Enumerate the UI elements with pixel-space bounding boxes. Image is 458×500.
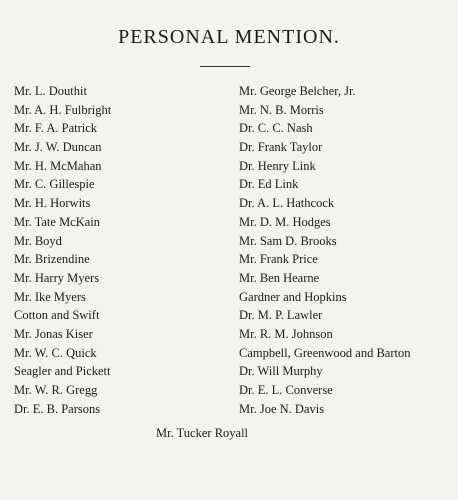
list-item: Gardner and Hopkins (239, 289, 347, 304)
right-name-list (239, 82, 410, 418)
list-item: Mr. Tate McKain (14, 214, 101, 229)
list-item: Dr. Frank Taylor (239, 140, 323, 155)
list-item: Dr. Ed Link (239, 177, 299, 192)
list-item: Mr. Brizendine (14, 252, 90, 267)
list-item: Dr. Will Murphy (239, 364, 323, 379)
list-item: Seagler and Pickett (14, 364, 111, 379)
list-item: Mr. H. McMahan (14, 158, 102, 173)
list-item: Campbell, Greenwood and Barton (239, 345, 411, 360)
list-item: Dr. Henry Link (239, 158, 316, 173)
list-item: Mr. Sam D. Brooks (239, 233, 337, 248)
list-item: Mr. A. H. Fulbright (14, 102, 112, 117)
list-item: Mr. F. A. Patrick (14, 121, 98, 136)
list-item: Mr. L. Douthit (14, 84, 87, 98)
list-item: Mr. Frank Price (239, 252, 318, 267)
left-name-list (14, 82, 111, 418)
list-item: Dr. E. B. Parsons (14, 401, 101, 416)
list-item: Mr. Joe N. Davis (239, 401, 325, 416)
list-item: Dr. M. P. Lawler (239, 308, 323, 323)
list-item: Dr. E. L. Converse (239, 383, 333, 397)
list-item: Mr. N. B. Morris (239, 102, 324, 117)
list-item: Mr. George Belcher, Jr. (239, 84, 356, 98)
list-item: Mr. W. R. Gregg (14, 383, 98, 397)
title-divider (200, 66, 250, 67)
list-item: Mr. H. Horwits (14, 196, 91, 211)
list-item: Cotton and Swift (14, 308, 100, 323)
list-item: Mr. Ben Hearne (239, 270, 320, 285)
list-item: Mr. J. W. Duncan (14, 140, 102, 155)
list-item: Mr. W. C. Quick (14, 345, 97, 360)
list-item: Mr. Jonas Kiser (14, 326, 93, 341)
list-item: Mr. Boyd (14, 233, 62, 248)
closing-name: Mr. Tucker Royall (156, 426, 249, 440)
list-item: Mr. Harry Myers (14, 270, 100, 285)
list-item: Dr. C. C. Nash (239, 121, 313, 136)
list-item: Mr. D. M. Hodges (239, 214, 331, 229)
list-item: Dr. A. L. Hathcock (239, 196, 335, 211)
list-item: Mr. R. M. Johnson (239, 326, 333, 341)
page-title: PERSONAL MENTION. (118, 26, 340, 48)
list-item: Mr. Ike Myers (14, 289, 86, 304)
list-item: Mr. C. Gillespie (14, 177, 95, 192)
